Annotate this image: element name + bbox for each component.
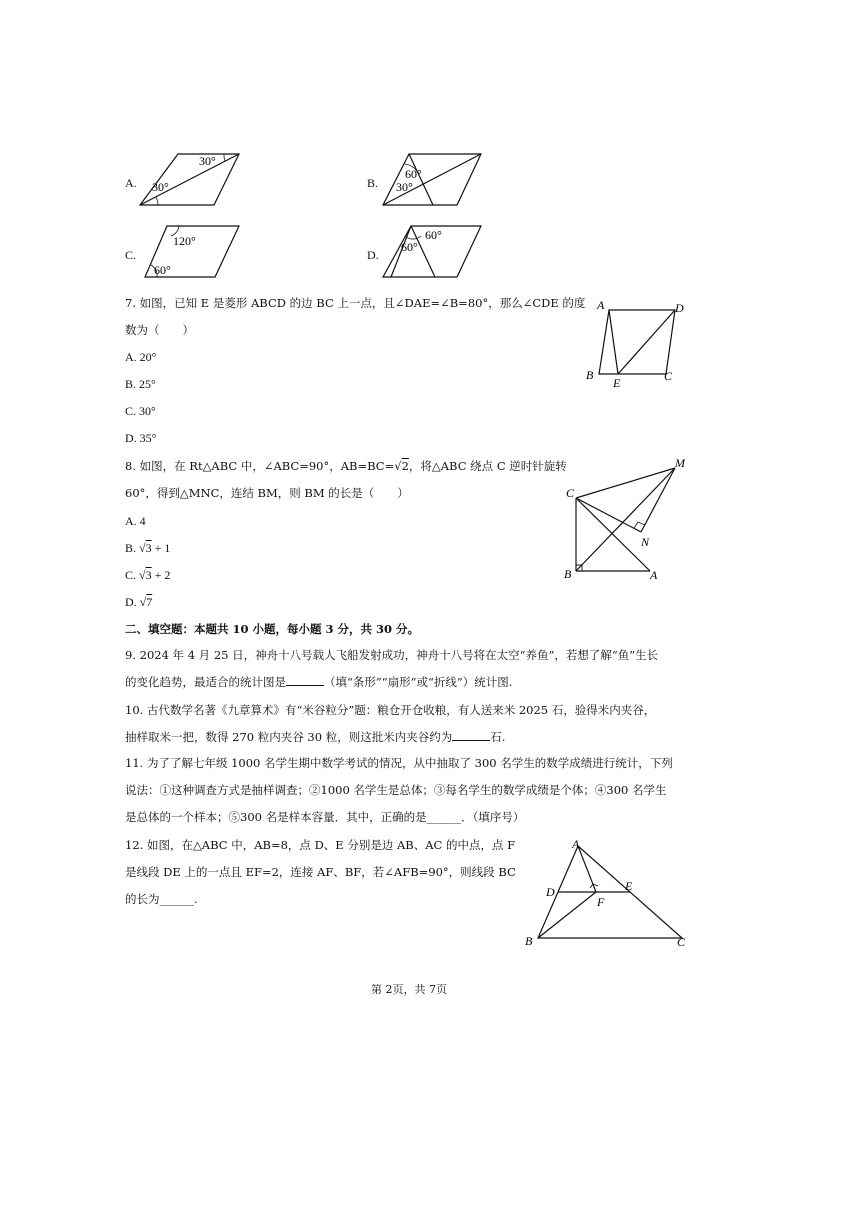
- q6a-angle-top: 30°: [199, 154, 216, 168]
- q8-stem-line2: 60°，得到△MNC，连结 BM，则 BM 的长是（ ）: [125, 486, 409, 500]
- q6c-angle-bottom: 60°: [154, 263, 171, 277]
- q12-stem-line2: 是线段 DE 上的一点且 EF=2，连接 AF、BF，若∠AFB=90°，则线段 BC: [125, 865, 516, 879]
- q12-stem-line3: 的长为______.: [125, 892, 198, 906]
- q8-option-d: D. √7: [125, 595, 153, 609]
- q6c-angle-top: 120°: [173, 234, 196, 248]
- q6d-angle-left: 60°: [401, 240, 418, 254]
- q8-label-c: C: [566, 486, 575, 500]
- q8-option-c: C. √3 + 2: [125, 568, 171, 582]
- q12-label-d: D: [546, 885, 555, 899]
- q7-option-d: D. 35°: [125, 431, 157, 445]
- q7-label-d: D: [675, 301, 684, 315]
- q6-option-c-label: C.: [125, 248, 137, 262]
- q10-stem-line1: 10. 古代数学名著《九章算术》有“米谷粒分”题：粮仓开仓收粮，有人送来米 2025 石，验得米内夹谷，: [125, 703, 656, 717]
- q6-figure-c: [143, 224, 243, 280]
- q7-option-a: A. 20°: [125, 350, 157, 364]
- q7-stem-line2: 数为（ ）: [125, 323, 194, 337]
- q6-option-d-label: D.: [367, 248, 379, 262]
- q8-sqrt-sign: √: [394, 459, 402, 473]
- q9-stem-line1: 9. 2024 年 4 月 25 日，神舟十八号载人飞船发射成功，神舟十八号将在太空“养鱼”，若想了解“鱼”生长: [125, 648, 659, 662]
- q11-stem-line2: 说法：①这种调查方式是抽样调查；②1000 名学生是总体；③每名学生的数学成绩是个体；④300 名学生: [125, 783, 667, 797]
- q6d-angle-top: 60°: [425, 228, 442, 242]
- q7-figure: [584, 298, 689, 393]
- q7-stem-line1: 7. 如图，已知 E 是菱形 ABCD 的边 BC 上一点，且∠DAE=∠B=80°，那么∠CDE 的度: [125, 296, 586, 310]
- q8-sqrt-value: 2: [401, 459, 409, 473]
- q12-stem-line1: 12. 如图，在△ABC 中，AB=8，点 D、E 分别是边 AB、AC 的中点，点 F: [125, 838, 516, 852]
- q7-option-b: B. 25°: [125, 377, 156, 391]
- q12-figure: [522, 836, 692, 952]
- q8-figure: [562, 455, 692, 585]
- q9-answer-blank[interactable]: [286, 675, 324, 686]
- q8-option-a: A. 4: [125, 514, 146, 528]
- q7-label-b: B: [586, 368, 594, 382]
- page-footer: 第 2页，共 7页: [371, 983, 447, 996]
- q10-answer-blank[interactable]: [452, 730, 490, 741]
- q11-stem-line1: 11. 为了了解七年级 1000 名学生期中数学考试的情况，从中抽取了 300 名学生的数学成绩进行统计，下列: [125, 756, 673, 770]
- q7-label-e: E: [613, 376, 621, 390]
- q6a-angle-bottom: 30°: [152, 180, 169, 194]
- q6-figure-a: [138, 152, 243, 208]
- q9-stem-line2: 的变化趋势，最适合的统计图是 （填“条形”“扇形”或“折线”）统计图.: [125, 675, 513, 689]
- q12-label-e: E: [625, 879, 633, 893]
- q8-option-b: B. √3 + 1: [125, 541, 171, 555]
- q12-label-c: C: [677, 935, 686, 949]
- q8-label-m: M: [675, 456, 685, 470]
- q6b-angle-bottom: 30°: [396, 180, 413, 194]
- q12-label-b: B: [525, 934, 533, 948]
- section2-title: 二、填空题：本题共 10 小题，每小题 3 分，共 30 分。: [125, 622, 420, 636]
- q6b-angle-top: 60°: [405, 167, 422, 181]
- q8-stem-pre: 8. 如图，在 Rt△ABC 中，∠ABC=90°，AB=BC=: [125, 459, 395, 473]
- q8-label-n: N: [641, 535, 650, 549]
- q6-option-a-label: A.: [125, 176, 137, 190]
- q6-option-b-label: B.: [367, 176, 379, 190]
- q11-stem-line3: 是总体的一个样本；⑤300 名是样本容量．其中，正确的是______．（填序号）: [125, 810, 525, 824]
- q12-label-a: A: [572, 837, 580, 851]
- q8-stem-post: ，将△ABC 绕点 C 逆时针旋转: [408, 459, 567, 473]
- q10-stem-line2: 抽样取米一把，数得 270 粒内夹谷 30 粒，则这批米内夹谷约为 石.: [125, 730, 506, 744]
- q12-label-f: F: [597, 895, 605, 909]
- q6-figure-b: [381, 152, 486, 208]
- q8-label-b: B: [564, 567, 572, 581]
- q8-label-a: A: [650, 568, 658, 582]
- q8-stem-line1: [125, 459, 567, 473]
- q7-label-a: A: [597, 298, 605, 312]
- q7-label-c: C: [664, 369, 673, 383]
- q6-figure-d: [381, 224, 486, 280]
- q7-option-c: C. 30°: [125, 404, 156, 418]
